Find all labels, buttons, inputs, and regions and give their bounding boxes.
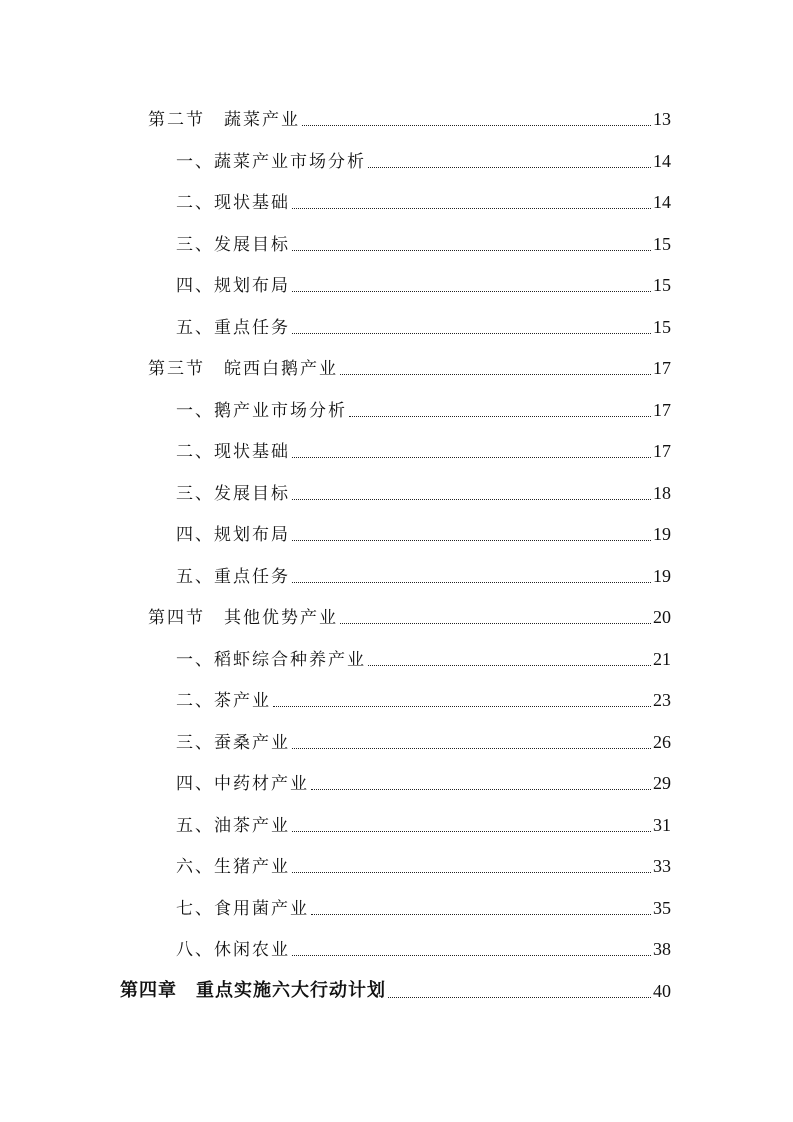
toc-entry[interactable] xyxy=(176,847,671,877)
dot-leader xyxy=(292,276,651,296)
toc-entry[interactable] xyxy=(176,266,671,296)
toc-entry-title: 第二节 蔬菜产业 xyxy=(148,110,300,130)
toc-entry-title: 二、现状基础 xyxy=(176,193,290,213)
toc-entry[interactable] xyxy=(176,432,671,462)
toc-entry-title: 八、休闲农业 xyxy=(176,940,290,960)
toc-entry[interactable] xyxy=(176,557,671,587)
toc-entry-page: 40 xyxy=(653,981,671,1001)
toc-entry-page: 14 xyxy=(653,151,671,171)
toc-entry-page: 14 xyxy=(653,192,671,212)
toc-entry-title: 二、现状基础 xyxy=(176,442,290,462)
toc-entry-title: 一、鹅产业市场分析 xyxy=(176,401,347,421)
toc-entry-page: 23 xyxy=(653,690,671,710)
toc-entry[interactable] xyxy=(176,308,671,338)
toc-entry-page: 13 xyxy=(653,109,671,129)
toc-entry-title: 四、中药材产业 xyxy=(176,774,309,794)
toc-entry-title: 四、规划布局 xyxy=(176,276,290,296)
toc-entry-title: 七、食用菌产业 xyxy=(176,899,309,919)
toc-entry[interactable] xyxy=(176,806,671,836)
toc-entry-page: 20 xyxy=(653,607,671,627)
toc-entry-title: 第四节 其他优势产业 xyxy=(148,608,338,628)
toc-entry-page: 26 xyxy=(653,732,671,752)
toc-entry-title: 五、重点任务 xyxy=(176,567,290,587)
toc-chapter-entry[interactable] xyxy=(120,972,671,1002)
toc-entry-title: 三、蚕桑产业 xyxy=(176,733,290,753)
toc-entry-page: 18 xyxy=(653,483,671,503)
toc-entry-title: 一、稻虾综合种养产业 xyxy=(176,650,366,670)
toc-entry[interactable] xyxy=(176,930,671,960)
toc-entry[interactable] xyxy=(148,349,671,379)
toc-entry-page: 38 xyxy=(653,939,671,959)
toc-entry[interactable] xyxy=(176,889,671,919)
toc-entry-title: 一、蔬菜产业市场分析 xyxy=(176,152,366,172)
dot-leader xyxy=(349,401,651,421)
dot-leader xyxy=(292,318,651,338)
dot-leader xyxy=(292,484,651,504)
toc-entry-page: 15 xyxy=(653,234,671,254)
toc-entry-title: 六、生猪产业 xyxy=(176,857,290,877)
dot-leader xyxy=(292,816,651,836)
toc-entry-page: 21 xyxy=(653,649,671,669)
dot-leader xyxy=(340,359,651,379)
dot-leader xyxy=(292,733,651,753)
toc-entry-page: 35 xyxy=(653,898,671,918)
dot-leader xyxy=(311,899,651,919)
dot-leader xyxy=(292,525,651,545)
dot-leader xyxy=(292,193,651,213)
toc-entry-page: 19 xyxy=(653,566,671,586)
dot-leader xyxy=(292,940,651,960)
toc-entry[interactable] xyxy=(176,474,671,504)
toc-entry-page: 15 xyxy=(653,317,671,337)
toc-entry[interactable] xyxy=(148,598,671,628)
toc-entry-title: 五、重点任务 xyxy=(176,318,290,338)
toc-entry-title: 第三节 皖西白鹅产业 xyxy=(148,359,338,379)
dot-leader xyxy=(292,857,651,877)
toc-entry[interactable] xyxy=(176,142,671,172)
dot-leader xyxy=(273,691,651,711)
dot-leader xyxy=(292,235,651,255)
dot-leader xyxy=(388,982,651,1002)
toc-entry[interactable] xyxy=(176,225,671,255)
toc-entry-title: 二、茶产业 xyxy=(176,691,271,711)
toc-entry[interactable] xyxy=(176,681,671,711)
dot-leader xyxy=(311,774,651,794)
toc-entry-page: 17 xyxy=(653,358,671,378)
toc-entry-page: 33 xyxy=(653,856,671,876)
toc-entry[interactable] xyxy=(176,640,671,670)
toc-entry-page: 17 xyxy=(653,441,671,461)
toc-entry[interactable] xyxy=(176,183,671,213)
dot-leader xyxy=(340,608,651,628)
dot-leader xyxy=(292,567,651,587)
dot-leader xyxy=(368,152,651,172)
toc-entry-title: 三、发展目标 xyxy=(176,484,290,504)
toc-entry[interactable] xyxy=(176,391,671,421)
toc-entry[interactable] xyxy=(176,723,671,753)
toc-entry-page: 15 xyxy=(653,275,671,295)
dot-leader xyxy=(368,650,651,670)
dot-leader xyxy=(302,110,651,130)
toc-entry[interactable] xyxy=(176,515,671,545)
toc-entry-page: 17 xyxy=(653,400,671,420)
toc-entry-title: 第四章 重点实施六大行动计划 xyxy=(120,980,386,1001)
toc-entry-title: 三、发展目标 xyxy=(176,235,290,255)
toc-entry-title: 五、油茶产业 xyxy=(176,816,290,836)
dot-leader xyxy=(292,442,651,462)
toc-entry-page: 31 xyxy=(653,815,671,835)
toc-entry-title: 四、规划布局 xyxy=(176,525,290,545)
toc-entry-page: 19 xyxy=(653,524,671,544)
toc-entry-page: 29 xyxy=(653,773,671,793)
toc-entry[interactable] xyxy=(148,100,671,130)
toc-entry[interactable] xyxy=(176,764,671,794)
